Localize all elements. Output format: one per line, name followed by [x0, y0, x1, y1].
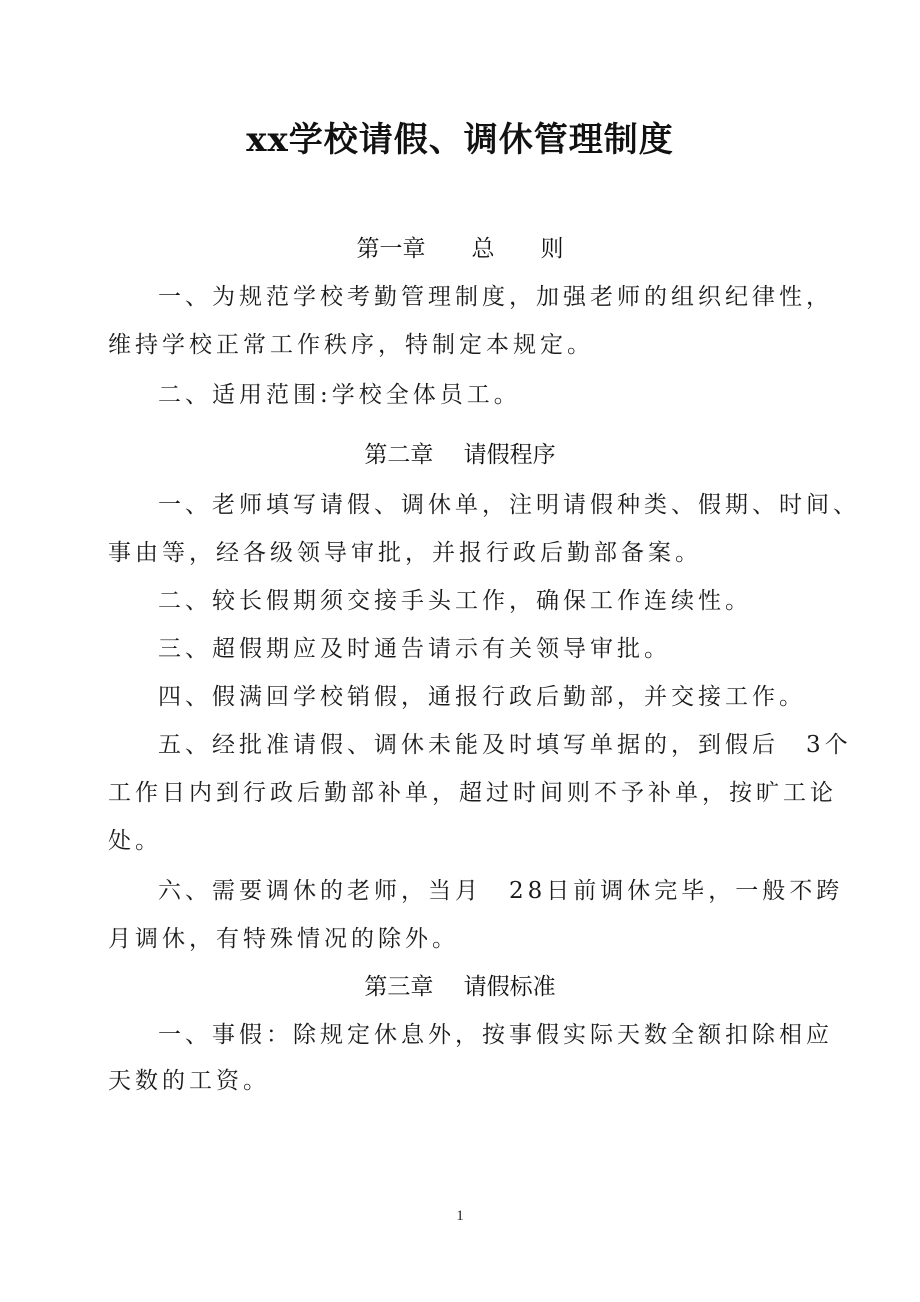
document-title: xx学校请假、调休管理制度: [246, 120, 674, 160]
chapter-2-line-3: 二、较长假期须交接手头工作，确保工作连续性。: [158, 588, 752, 614]
chapter-3-line-2: 天数的工资。: [108, 1068, 270, 1094]
chapter-1-line-1: 一、为规范学校考勤管理制度，加强老师的组织纪律性，: [158, 284, 833, 310]
chapter-2-line-5: 四、假满回学校销假，通报行政后勤部，并交接工作。: [158, 684, 806, 710]
chapter-2-line-1: 一、老师填写请假、调休单，注明请假种类、假期、时间、: [158, 492, 860, 518]
chapter-2-line-6: 五、经批准请假、调休未能及时填写单据的，到假后 3个: [158, 732, 852, 758]
chapter-2-line-7: 工作日内到行政后勤部补单，超过时间则不予补单，按旷工论: [108, 780, 837, 806]
chapter-3-line-1: 一、事假：除规定休息外，按事假实际天数全额扣除相应: [158, 1022, 833, 1048]
chapter-2-line-10: 月调休，有特殊情况的除外。: [108, 926, 459, 952]
chapter-2-heading: 第二章 请假程序: [364, 442, 556, 468]
chapter-2-line-9: 六、需要调休的老师，当月 28日前调休完毕，一般不跨: [158, 878, 844, 904]
chapter-1-line-2: 维持学校正常工作秩序，特制定本规定。: [108, 332, 594, 358]
page-number: 1: [456, 1208, 464, 1224]
chapter-3-heading: 第三章 请假标准: [364, 974, 556, 1000]
chapter-1-line-3: 二、适用范围:学校全体员工。: [158, 382, 521, 408]
chapter-1-heading: 第一章 总 则: [356, 236, 564, 262]
chapter-2-line-2: 事由等，经各级领导审批，并报行政后勤部备案。: [108, 540, 702, 566]
chapter-2-line-8: 处。: [108, 828, 162, 854]
chapter-2-line-4: 三、超假期应及时通告请示有关领导审批。: [158, 636, 671, 662]
